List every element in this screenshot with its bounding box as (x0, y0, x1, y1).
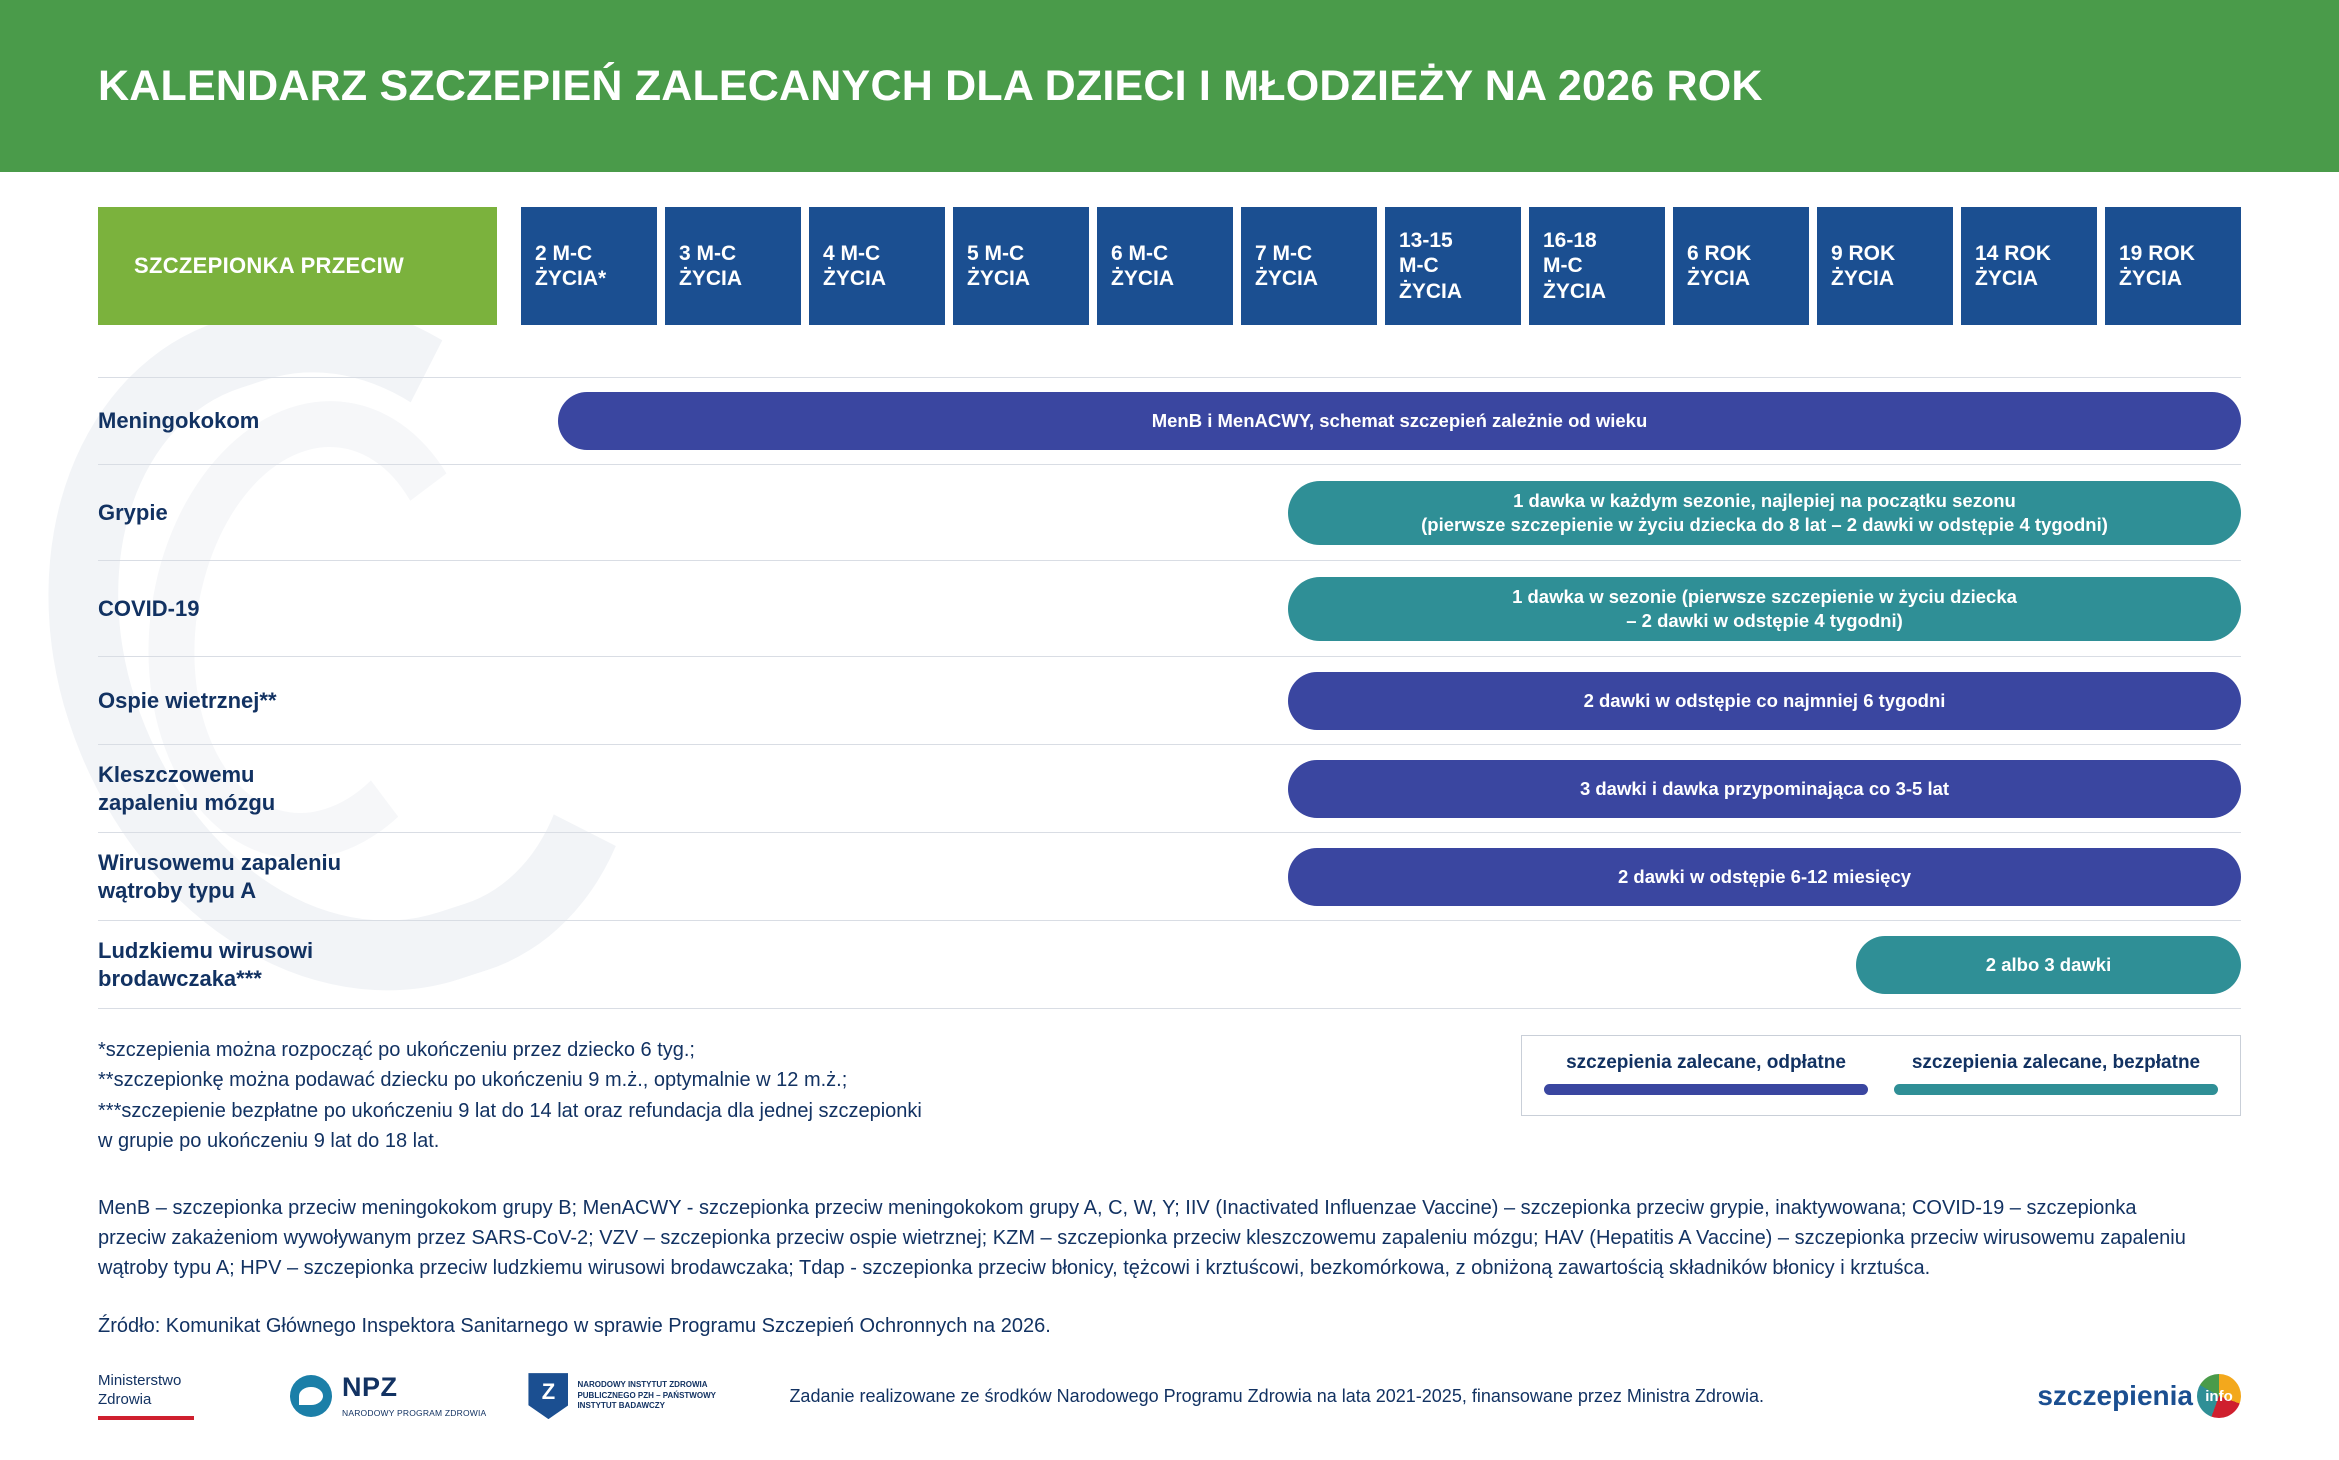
schedule-track (536, 561, 2241, 656)
column-line3: ŻYCIA (1399, 279, 1462, 303)
footnotes-text: *szczepienia można rozpocząć po ukończeniu przez dziecko 6 tyg.; **szczepionkę można podawać dziecku po ukończeniu 9 m.ż., optymalnie w 12 m.ż.; ***szczepienie bezpłatne po ukończeniu 9 lat do 14 lat oraz refundacja dla jednej szczepionki w grupie po ukończeniu 9 lat do 18 lat. (98, 1039, 922, 1153)
table-row (98, 745, 2241, 833)
column-line1: 7 M-C (1255, 241, 1313, 265)
column-header-4mc (809, 207, 945, 325)
schedule-bar-wzw-a: 2 dawki w odstępie 6-12 miesięcy (1288, 848, 2241, 906)
schedule-bar-covid19: 1 dawka w sezonie (pierwsze szczepienie w życiu dziecka – 2 dawki w odstępie 4 tygodni) (1288, 577, 2241, 641)
column-line1: 13-15 (1399, 229, 1453, 253)
legend (1521, 1035, 2241, 1116)
legend-swatch-free (1894, 1084, 2218, 1095)
column-line2: M-C (1399, 254, 1439, 278)
column-line1: 2 M-C (535, 241, 593, 265)
ministry-line2: Zdrowia (98, 1390, 152, 1408)
schedule-bar-kzm: 3 dawki i dawka przypominająca co 3-5 lat (1288, 760, 2241, 818)
schedule-track (536, 378, 2241, 464)
column-line1: 6 M-C (1111, 241, 1169, 265)
schedule-track (536, 921, 2241, 1008)
vaccine-label-meningokokom: Meningokokom (98, 408, 260, 434)
nizp-pzh-logo (528, 1373, 717, 1419)
vaccine-label-hpv: Ludzkiemu wirusowi brodawczaka*** (98, 938, 314, 991)
schedule-track (536, 465, 2241, 560)
column-header-7mc (1241, 207, 1377, 325)
npz-name: NPZ (342, 1371, 398, 1402)
table-row (98, 561, 2241, 657)
column-line1: 19 ROK (2119, 241, 2195, 265)
legend-label-paid: szczepienia zalecane, odpłatne (1566, 1052, 1846, 1073)
column-line2: ŻYCIA (1975, 267, 2038, 290)
table-row (98, 657, 2241, 745)
legend-item-free (1894, 1052, 2218, 1095)
column-line2: ŻYCIA (967, 267, 1030, 290)
table-row (98, 921, 2241, 1009)
schedule-bar-hpv: 2 albo 3 dawki (1856, 936, 2241, 994)
column-header-14rok (1961, 207, 2097, 325)
nizp-shield-icon (528, 1373, 568, 1419)
table-column-headers (98, 207, 2241, 325)
page-title: KALENDARZ SZCZEPIEŃ ZALECANYCH DLA DZIECI I MŁODZIEŻY NA 2026 ROK (98, 61, 1763, 110)
column-line2: ŻYCIA (1255, 267, 1318, 290)
column-header-19rok (2105, 207, 2241, 325)
vaccine-label-kzm: Kleszczowemu zapaleniu mózgu (98, 762, 276, 815)
column-line2: ŻYCIA (823, 267, 886, 290)
brand-text: szczepienia (2037, 1380, 2193, 1412)
source-note: Źródło: Komunikat Głównego Inspektora Sanitarnego w sprawie Programu Szczepień Ochronnych na 2026. (98, 1314, 1051, 1337)
column-header-16-18mc (1529, 207, 1665, 325)
ministry-line1: Ministerstwo (98, 1371, 182, 1389)
column-line2: ŻYCIA (2119, 267, 2182, 290)
npz-mark-icon (290, 1375, 332, 1417)
vaccine-label-covid19: COVID-19 (98, 595, 200, 621)
column-line1: 4 M-C (823, 241, 881, 265)
legend-swatch-paid (1544, 1084, 1868, 1095)
info-circle-icon (2197, 1374, 2241, 1418)
abbreviations-note: MenB – szczepionka przeciw meningokokom grupy B; MenACWY - szczepionka przeciw meningokokom grupy A, C, W, Y; IIV (Inactivated Influenzae Vaccine) – szczepionka przeciw grypie, inaktywowana; COVID-19 – szczepionka przeciw zakażeniom wywoływanym przez SARS-CoV-2; VZV – szczepionka przeciw ospie wietrznej; KZM – szczepionka przeciw kleszczowemu zapaleniu mózgu; HAV (Hepatitis A Vaccine) – szczepionka przeciw wirusowemu zapaleniu wątroby typu A; HPV – szczepionka przeciw ludzkiemu wirusowi brodawczaka; Tdap - szczepionka przeciw błonicy, tężcowi i krztuścowi, bezkomórkowa, z obniżoną zawartością składników błonicy i krztuśca. (98, 1196, 2186, 1279)
vaccine-label-ospa-wietrzna: Ospie wietrznej** (98, 687, 277, 713)
column-header-3mc (665, 207, 801, 325)
page-footer (0, 1372, 2339, 1447)
column-line1: 14 ROK (1975, 241, 2051, 265)
column-line2: M-C (1543, 254, 1583, 278)
column-line3: ŻYCIA (1543, 279, 1606, 303)
main-content (0, 207, 2339, 1338)
schedule-bar-ospa-wietrzna: 2 dawki w odstępie co najmniej 6 tygodni (1288, 672, 2241, 730)
age-columns (521, 207, 2241, 325)
row-header-title: SZCZEPIONKA PRZECIW (98, 207, 497, 325)
schedule-track (536, 833, 2241, 920)
vaccine-label-wzw-a: Wirusowemu zapaleniu wątroby typu A (98, 850, 342, 903)
funding-statement: Zadanie realizowane ze środków Narodowego Programu Zdrowia na lata 2021-2025, finansowane przez Ministra Zdrowia. (789, 1385, 1764, 1406)
schedule-track (536, 745, 2241, 832)
vaccine-matrix (98, 377, 2241, 1009)
npz-text (342, 1372, 486, 1421)
npz-subtitle: NARODOWY PROGRAM ZDROWIA (342, 1407, 487, 1418)
table-row (98, 377, 2241, 465)
schedule-track (536, 657, 2241, 744)
legend-label-free: szczepienia zalecane, bezpłatne (1911, 1052, 2201, 1073)
column-line2: ŻYCIA (679, 267, 742, 290)
footnotes-and-legend (98, 1035, 2241, 1157)
table-row (98, 465, 2241, 561)
szczepienia-info-logo[interactable] (2037, 1374, 2241, 1418)
schedule-bar-meningokokom: MenB i MenACWY, schemat szczepień zależnie od wieku (558, 392, 2241, 450)
npz-logo (290, 1372, 486, 1421)
column-line2: ŻYCIA (1111, 267, 1174, 290)
ministry-rule (98, 1416, 194, 1420)
column-header-6mc (1097, 207, 1233, 325)
column-header-9rok (1817, 207, 1953, 325)
page-header (0, 0, 2339, 172)
column-line2: ŻYCIA (1687, 267, 1750, 290)
column-line1: 6 ROK (1687, 241, 1752, 265)
column-header-6rok (1673, 207, 1809, 325)
column-line2: ŻYCIA* (535, 267, 607, 290)
column-line1: 16-18 (1543, 229, 1597, 253)
table-row (98, 833, 2241, 921)
column-line1: 9 ROK (1831, 241, 1896, 265)
column-line1: 3 M-C (679, 241, 737, 265)
legend-item-paid (1544, 1052, 1868, 1095)
vaccine-label-grypie: Grypie (98, 499, 168, 525)
column-header-2mc (521, 207, 657, 325)
column-header-13-15mc (1385, 207, 1521, 325)
ministry-of-health-logo (98, 1372, 248, 1421)
column-header-5mc (953, 207, 1089, 325)
nizp-text: NARODOWY INSTYTUT ZDROWIA PUBLICZNEGO PZH – PAŃSTWOWY INSTYTUT BADAWCZY (577, 1379, 716, 1411)
schedule-bar-grypie: 1 dawka w każdym sezonie, najlepiej na początku sezonu (pierwsze szczepienie w życiu dziecka do 8 lat – 2 dawki w odstępie 4 tygodni) (1288, 481, 2241, 545)
column-line2: ŻYCIA (1831, 267, 1894, 290)
column-line1: 5 M-C (967, 241, 1025, 265)
